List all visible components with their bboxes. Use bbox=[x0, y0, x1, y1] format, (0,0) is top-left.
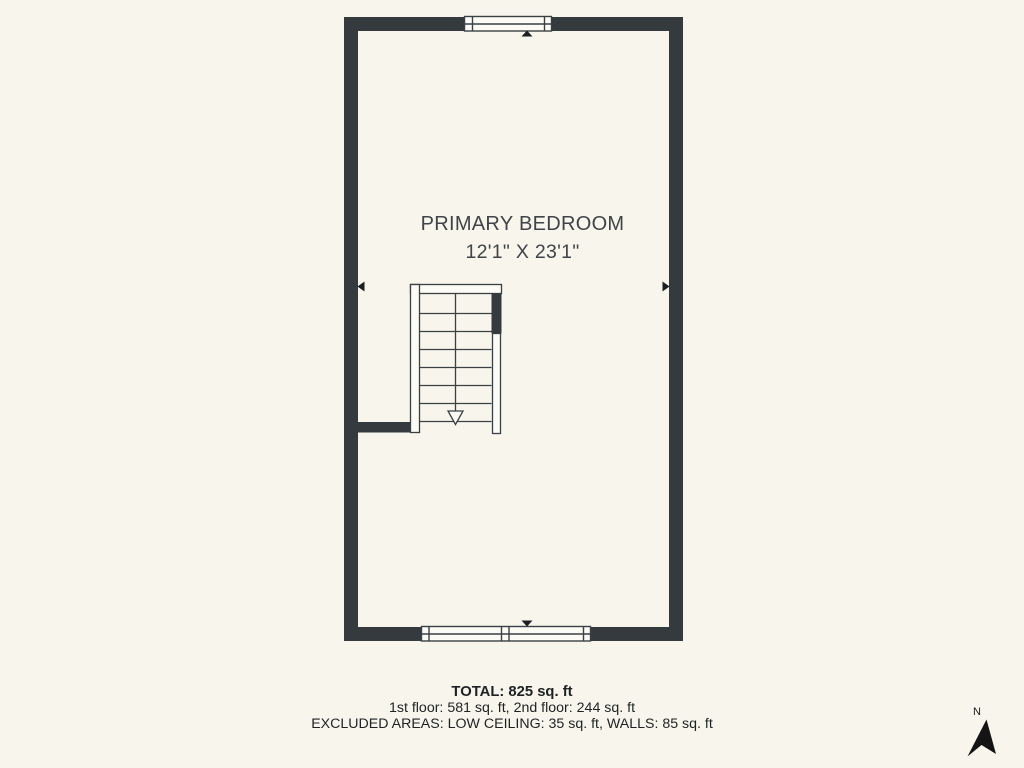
stair-wall-segment bbox=[492, 294, 502, 334]
excluded-areas-line: EXCLUDED AREAS: LOW CEILING: 35 sq. ft, WALLS: 85 sq. ft bbox=[311, 716, 713, 732]
room-label bbox=[344, 210, 701, 266]
stair-left-stringer bbox=[411, 285, 420, 433]
floor-areas-line: 1st floor: 581 sq. ft, 2nd floor: 244 sq. ft bbox=[388, 700, 636, 716]
exterior-walls bbox=[344, 17, 683, 641]
area-summary bbox=[0, 684, 1024, 732]
wall-marker-left-icon bbox=[358, 282, 365, 292]
stair-direction-arrow-icon bbox=[448, 411, 463, 425]
window-marker-bottom-icon bbox=[522, 621, 533, 627]
bottom-windows bbox=[422, 627, 591, 642]
compass-north-label: N bbox=[973, 706, 981, 718]
room-name: PRIMARY BEDROOM bbox=[420, 213, 625, 235]
interior-wall-stub bbox=[350, 422, 412, 433]
stair-right-stringer bbox=[493, 334, 501, 434]
wall-marker-right-icon bbox=[663, 282, 670, 292]
top-window bbox=[465, 17, 552, 32]
stair-top-bar bbox=[411, 285, 502, 294]
room-dimensions: 12'1" X 23'1" bbox=[465, 241, 580, 263]
total-area-line: TOTAL: 825 sq. ft bbox=[451, 684, 573, 700]
staircase bbox=[411, 285, 502, 434]
